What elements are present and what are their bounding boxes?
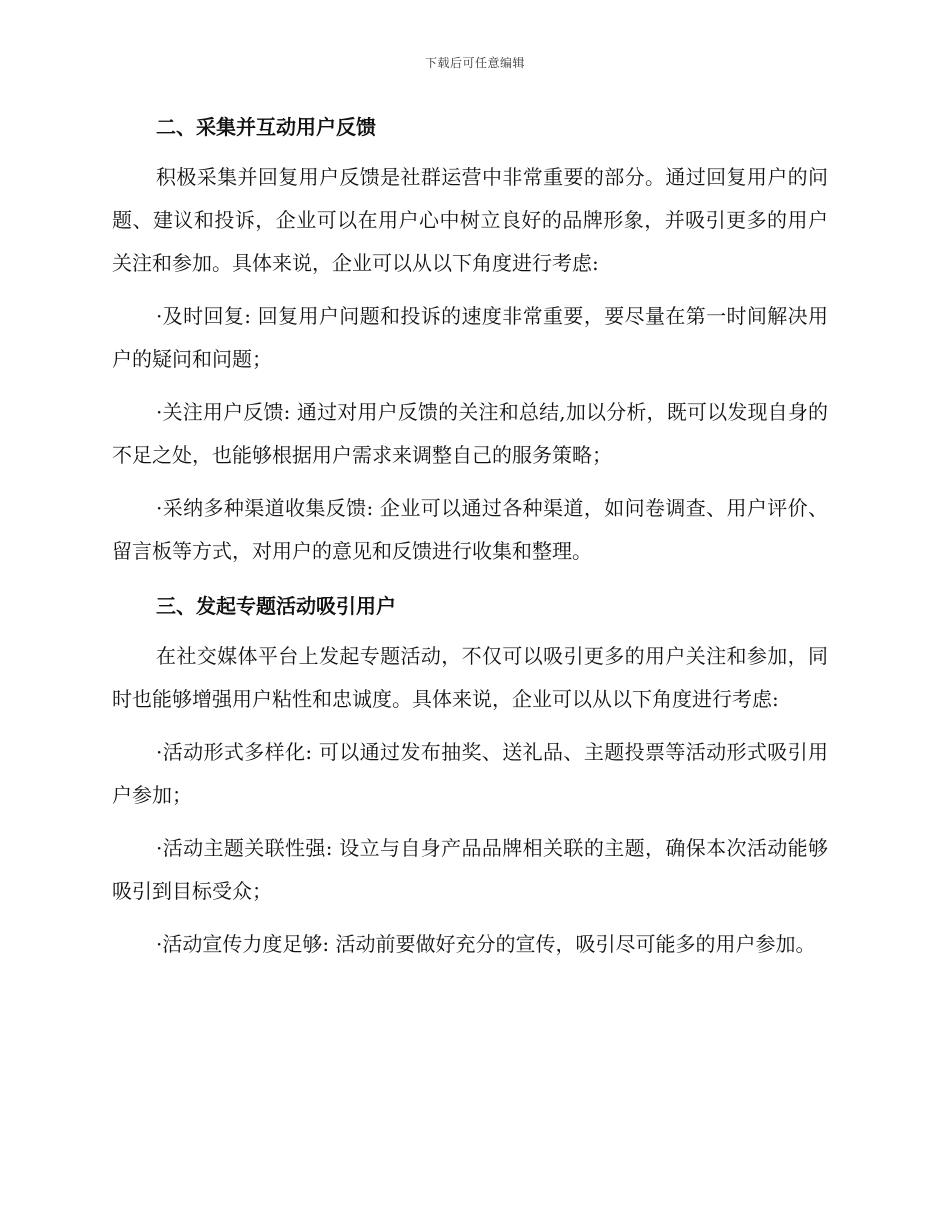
- bullet-paragraph: ·活动宣传力度足够: 活动前要做好充分的宣传，吸引尽可能多的用户参加。: [156, 932, 816, 956]
- section-heading: 二、采集并互动用户反馈: [156, 115, 376, 139]
- bullet-paragraph: ·活动形式多样化: 可以通过发布抽奖、送礼品、主题投票等活动形式吸引用户参加；: [112, 740, 828, 807]
- bullet-paragraph: ·关注用户反馈: 通过对用户反馈的关注和总结,加以分析，既可以发现自身的不足之处，也能够根据用户需求来调整自己的服务策略；: [112, 400, 828, 467]
- section-feedback: [112, 106, 828, 573]
- section-heading: 三、发起专题活动吸引用户: [156, 594, 396, 618]
- bullet-paragraph: ·及时回复: 回复用户问题和投诉的速度非常重要，要尽量在第一时间解决用户的疑问和问题；: [112, 304, 828, 371]
- bullet-paragraph: ·采纳多种渠道收集反馈: 企业可以通过各种渠道，如问卷调查、用户评价、留言板等方式，对用户的意见和反馈进行收集和整理。: [112, 496, 828, 563]
- header-note: 下载后可任意编辑: [424, 56, 525, 70]
- bullet-paragraph: ·活动主题关联性强: 设立与自身产品品牌相关联的主题，确保本次活动能够吸引到目标受众；: [112, 836, 828, 903]
- paragraph: 积极采集并回复用户反馈是社群运营中非常重要的部分。通过回复用户的问题、建议和投诉，企业可以在用户心中树立良好的品牌形象，并吸引更多的用户关注和参加。具体来说，企业可以从以下角度进行考虑:: [112, 165, 828, 275]
- paragraph: 在社交媒体平台上发起专题活动，不仅可以吸引更多的用户关注和参加，同时也能够增强用户粘性和忠诚度。具体来说，企业可以从以下角度进行考虑:: [112, 644, 828, 711]
- document-body: [112, 106, 828, 976]
- section-activities: [112, 585, 828, 966]
